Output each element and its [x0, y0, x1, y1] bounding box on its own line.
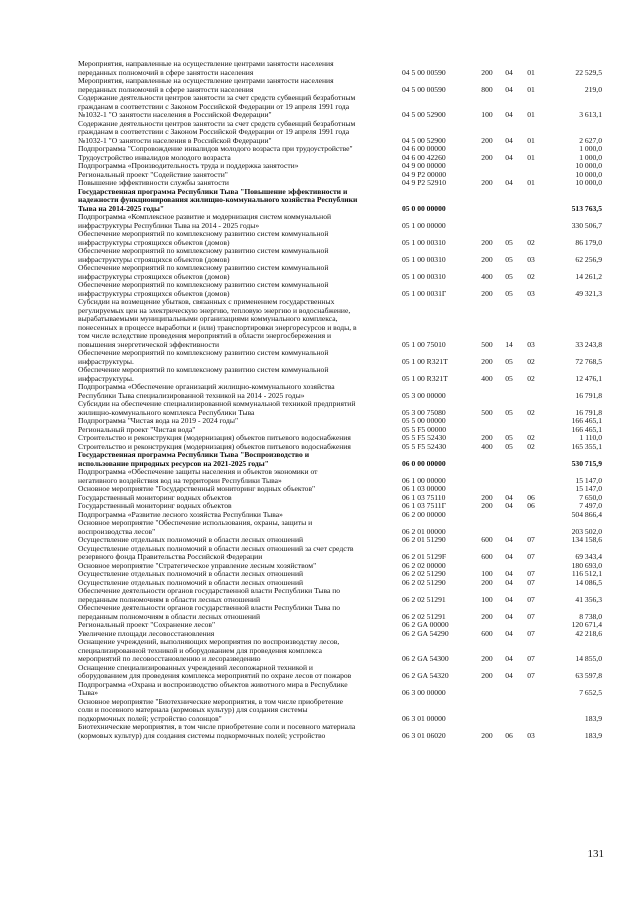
- row-description: Строительство и реконструкция (модернизация) объектов питьевого водоснабжения: [78, 441, 351, 451]
- section-code: 04: [505, 135, 513, 145]
- amount-value: 69 343,4: [575, 552, 602, 561]
- target-article-code: 06 3 00 00000: [402, 688, 446, 697]
- target-article-code: 04 5 00 00590: [402, 84, 446, 94]
- target-article-code: 06 2 01 00000: [402, 526, 446, 536]
- expense-type-code: 500: [481, 407, 493, 417]
- target-article-code: 06 2 GA 54300: [402, 654, 449, 663]
- section-code: 05: [505, 433, 513, 442]
- amount-value: 1 000,0: [579, 144, 602, 153]
- target-article-code: 06 2 00 00000: [402, 509, 446, 519]
- target-article-code: 05 1 00 00310: [402, 237, 446, 247]
- amount-value: 1 110,0: [579, 433, 602, 442]
- expense-type-code: 200: [481, 492, 493, 502]
- row-description: Осуществление отдельных полномочий в области лесных отношений: [78, 577, 304, 587]
- section-code: 04: [505, 594, 513, 604]
- row-description: Обеспечение мероприятий по комплексному развитию систем коммунальной инфраструктуры строящихся объектов (домов): [78, 246, 329, 264]
- row-description: Трудоустройство инвалидов молодого возраста: [78, 152, 231, 162]
- subsection-code: 07: [527, 671, 535, 680]
- target-article-code: 06 2 02 00000: [402, 560, 446, 570]
- row-description: Повышение эффективности службы занятости: [78, 178, 229, 187]
- table-row: [78, 94, 602, 120]
- subsection-code: 02: [527, 441, 535, 451]
- target-article-code: 05 5 00 00000: [402, 416, 446, 425]
- section-code: 05: [505, 288, 513, 298]
- section-code: 04: [505, 84, 513, 94]
- section-code: 04: [505, 110, 513, 119]
- section-code: 04: [505, 671, 513, 680]
- row-description: Обеспечение мероприятий по комплексному развитию систем коммунальной инфраструктуры строящихся объектов (домов): [78, 280, 329, 298]
- target-article-code: 06 1 03 00000: [402, 484, 446, 493]
- expense-type-code: 200: [481, 433, 493, 442]
- subsection-code: 01: [527, 84, 535, 94]
- amount-value: 49 321,3: [575, 288, 602, 298]
- target-article-code: 06 2 02 51290: [402, 577, 446, 587]
- subsection-code: 06: [527, 492, 535, 502]
- expense-type-code: 200: [481, 654, 493, 663]
- amount-value: 120 671,4: [571, 620, 602, 629]
- expense-type-code: 200: [481, 288, 493, 298]
- expense-type-code: 800: [481, 84, 493, 94]
- subsection-code: 07: [527, 654, 535, 663]
- table-row: [78, 519, 602, 536]
- subsection-code: 01: [527, 110, 535, 119]
- expense-type-code: 100: [481, 594, 493, 604]
- amount-value: 63 597,8: [575, 671, 602, 680]
- subsection-code: 02: [527, 237, 535, 247]
- section-code: 04: [505, 67, 513, 77]
- amount-value: 183,9: [584, 713, 602, 723]
- page-number: 131: [587, 848, 604, 860]
- amount-value: 504 866,4: [571, 509, 602, 519]
- target-article-code: 05 5 F5 52430: [402, 433, 447, 442]
- section-code: 04: [505, 492, 513, 502]
- target-article-code: 05 5 F5 52430: [402, 441, 447, 451]
- row-description: Обеспечение мероприятий по комплексному развитию систем коммунальной инфраструктуры строящихся объектов (домов): [78, 263, 329, 281]
- amount-value: 166 465,1: [571, 416, 602, 425]
- row-description: Региональный проект "Чистая вода": [78, 424, 196, 434]
- amount-value: 10 000,0: [575, 169, 602, 179]
- amount-value: 1 000,0: [579, 152, 602, 162]
- section-code: 05: [505, 254, 513, 264]
- amount-value: 7 497,0: [579, 501, 602, 510]
- amount-value: 16 791,8: [575, 390, 602, 400]
- subsection-code: 07: [527, 628, 535, 638]
- table-row: [78, 120, 602, 146]
- row-description: Биотехнические мероприятия, в том числе приобретение соли и посевного материала (кормовых культур) для создания системы подкормочных полей; устройство: [78, 722, 356, 740]
- table-row: [78, 604, 602, 621]
- table-row: [78, 264, 602, 281]
- table-row: [78, 698, 602, 724]
- amount-value: 86 179,0: [575, 237, 602, 247]
- amount-value: 62 256,9: [575, 254, 602, 264]
- subsection-code: 02: [527, 433, 535, 442]
- subsection-code: 02: [527, 373, 535, 383]
- amount-value: 8 738,0: [579, 611, 602, 621]
- amount-value: 219,0: [584, 84, 602, 94]
- expense-type-code: 100: [481, 569, 493, 578]
- table-row: [78, 298, 602, 349]
- section-code: 05: [505, 271, 513, 281]
- expense-type-code: 600: [481, 552, 493, 561]
- subsection-code: 03: [527, 254, 535, 264]
- target-article-code: 05 1 00 R321Т: [402, 373, 448, 383]
- amount-value: 180 693,0: [571, 560, 602, 570]
- row-description: Обеспечение мероприятий по комплексному развитию систем коммунальной инфраструктуры.: [78, 365, 329, 383]
- section-code: 05: [505, 407, 513, 417]
- expense-type-code: 200: [481, 501, 493, 510]
- row-description: Основное мероприятие "Государственный мониторинг водных объектов": [78, 484, 316, 493]
- table-row: [78, 638, 602, 664]
- table-row: [78, 247, 602, 264]
- target-article-code: 05 1 00 00310: [402, 271, 446, 281]
- amount-value: 7 652,5: [579, 688, 602, 697]
- target-article-code: 05 1 00 00310: [402, 254, 446, 264]
- target-article-code: 04 9 00 00000: [402, 161, 446, 170]
- row-description: Оснащение специализированных учреждений лесопожарной техникой и оборудованием для проведения комплекса мероприятий по охране лесов от пожаров: [78, 662, 352, 680]
- target-article-code: 06 2 GA 00000: [402, 620, 449, 629]
- amount-value: 15 147,0: [575, 475, 602, 485]
- amount-value: 72 768,5: [575, 356, 602, 366]
- row-description: Субсидии на обеспечение специализированной коммунальной техникой предприятий жилищно-коммунального комплекса Республики Тыва: [78, 399, 356, 417]
- row-description: Подпрограмма «Охрана и воспроизводство объектов животного мира в Республике Тыва»: [78, 679, 348, 697]
- row-description: Содержание деятельности центров занятости за счет средств субвенций безработным гражданам в соответствии с Законом Российской Федерации от 19 апреля 1991 года №1032-1 "О занятости населения в Российской Федерации": [78, 118, 356, 145]
- expense-type-code: 200: [481, 356, 493, 366]
- row-description: Подпрограмма "Сопровождение инвалидов молодого возраста при трудоустройстве": [78, 144, 353, 153]
- target-article-code: 04 5 00 52900: [402, 110, 446, 119]
- table-row: [78, 230, 602, 247]
- amount-value: 15 147,0: [575, 484, 602, 493]
- subsection-code: 07: [527, 569, 535, 578]
- table-row: [78, 60, 602, 77]
- section-code: 04: [505, 152, 513, 162]
- table-row: [78, 451, 602, 468]
- target-article-code: 04 9 P2 52910: [402, 178, 447, 187]
- table-row: [78, 366, 602, 383]
- amount-value: 16 791,8: [575, 407, 602, 417]
- row-description: Осуществление отдельных полномочий в области лесных отношений: [78, 535, 304, 544]
- target-article-code: 05 3 00 00000: [402, 390, 446, 400]
- section-code: 04: [505, 552, 513, 561]
- amount-value: 2 627,0: [579, 135, 602, 145]
- table-row: [78, 383, 602, 400]
- amount-value: 14 855,0: [575, 654, 602, 663]
- row-description: Обеспечение мероприятий по комплексному развитию систем коммунальной инфраструктуры строящихся объектов (домов): [78, 229, 329, 247]
- expense-type-code: 400: [481, 373, 493, 383]
- row-description: Государственный мониторинг водных объектов: [78, 492, 232, 502]
- subsection-code: 07: [527, 611, 535, 621]
- row-description: Увеличение площади лесовосстановления: [78, 628, 215, 638]
- row-description: Мероприятия, направленные на осуществление центрами занятости населения переданных полномочий в сфере занятости населения: [78, 59, 334, 77]
- section-code: 05: [505, 373, 513, 383]
- expense-type-code: 600: [481, 535, 493, 544]
- section-code: 04: [505, 178, 513, 187]
- table-row: [78, 400, 602, 417]
- amount-value: 14 261,2: [575, 271, 602, 281]
- amount-value: 116 512,1: [571, 569, 602, 578]
- amount-value: 530 715,9: [571, 458, 602, 468]
- amount-value: 41 356,3: [575, 594, 602, 604]
- section-code: 04: [505, 628, 513, 638]
- row-description: Государственная программа Республики Тыва "Повышение эффективности и надежности функционирования жилищно-коммунального хозяйства Республики Тыва на 2014-2025 годы": [78, 186, 358, 213]
- subsection-code: 07: [527, 577, 535, 587]
- expense-type-code: 200: [481, 237, 493, 247]
- target-article-code: 06 1 03 7511Г: [402, 501, 446, 510]
- expense-type-code: 100: [481, 110, 493, 119]
- target-article-code: 04 6 00 42260: [402, 152, 446, 162]
- row-description: Региональный проект "Сохранение лесов": [78, 620, 216, 629]
- target-article-code: 06 2 GA 54320: [402, 671, 449, 680]
- row-description: Подпрограмма «Обеспечение организаций жилищно-коммунального хозяйства Республики Тыва специализированной техникой на 2014 - 2025 годы»: [78, 382, 335, 400]
- target-article-code: 05 3 00 75080: [402, 407, 446, 417]
- amount-value: 330 506,7: [571, 220, 602, 230]
- target-article-code: 06 3 01 00000: [402, 713, 446, 723]
- target-article-code: 05 1 00 00000: [402, 220, 446, 230]
- target-article-code: 06 2 02 51291: [402, 611, 446, 621]
- section-code: 04: [505, 535, 513, 544]
- expense-type-code: 200: [481, 730, 493, 740]
- row-description: Подпрограмма «Производительность труда и поддержка занятости»: [78, 161, 299, 170]
- amount-value: 134 158,6: [571, 535, 602, 544]
- expense-type-code: 400: [481, 271, 493, 281]
- table-row: [78, 664, 602, 681]
- row-description: Подпрограмма «Обеспечение защиты населения и объектов экономики от негативного воздействия вод на территории Республики Тыва»: [78, 467, 318, 485]
- target-article-code: 05 5 F5 00000: [402, 424, 447, 434]
- target-article-code: 06 2 GA 54290: [402, 628, 449, 638]
- target-article-code: 05 0 00 00000: [402, 203, 446, 213]
- row-description: Государственная программа Республики Тыва "Воспроизводство и использование природных ресурсов на 2021-2025 годы": [78, 450, 310, 468]
- row-description: Строительство и реконструкция (модернизация) объектов питьевого водоснабжения: [78, 433, 351, 442]
- amount-value: 203 502,0: [571, 526, 602, 536]
- amount-value: 3 613,1: [579, 110, 602, 119]
- target-article-code: 04 5 00 00590: [402, 67, 446, 77]
- section-code: 05: [505, 237, 513, 247]
- row-description: Региональный проект "Содействие занятости": [78, 169, 228, 179]
- table-row: [78, 188, 602, 214]
- subsection-code: 01: [527, 178, 535, 187]
- expense-type-code: 600: [481, 628, 493, 638]
- section-code: 04: [505, 569, 513, 578]
- amount-value: 33 243,8: [575, 339, 602, 349]
- amount-value: 10 000,0: [575, 161, 602, 170]
- row-description: Содержание деятельности центров занятости за счет средств субвенций безработным гражданам в соответствии с Законом Российской Федерации от 19 апреля 1991 года №1032-1 "О занятости населения в Российской Федерации": [78, 93, 356, 119]
- expense-type-code: 400: [481, 441, 493, 451]
- row-description: Субсидии на возмещение убытков, связанных с применением государственных регулируемых цен на электрическую энергию, тепловую энергию и водоснабжение, вырабатываемыми муниципальными организациями коммунального комплекса, понесенных в процессе выработки и (или) транспортировки энергоресурсов и воды, в том числе вследствие проведения мероприятий в области энергосбережения и повышения энергетической эффективности: [78, 297, 357, 349]
- table-row: [78, 681, 602, 698]
- section-code: 04: [505, 501, 513, 510]
- expense-type-code: 200: [481, 67, 493, 77]
- row-description: Мероприятия, направленные на осуществление центрами занятости населения переданных полномочий в сфере занятости населения: [78, 76, 334, 94]
- row-description: Осуществление отдельных полномочий в области лесных отношений: [78, 569, 304, 578]
- target-article-code: 04 5 00 52900: [402, 135, 446, 145]
- table-row: [78, 723, 602, 740]
- subsection-code: 06: [527, 501, 535, 510]
- target-article-code: 06 2 02 51290: [402, 569, 446, 578]
- expense-type-code: 200: [481, 671, 493, 680]
- subsection-code: 01: [527, 135, 535, 145]
- target-article-code: 05 1 00 75010: [402, 339, 446, 349]
- subsection-code: 07: [527, 535, 535, 544]
- amount-value: 22 529,5: [575, 67, 602, 77]
- target-article-code: 05 1 00 0031Г: [402, 288, 447, 298]
- row-description: Обеспечение мероприятий по комплексному развитию систем коммунальной инфраструктуры.: [78, 348, 329, 366]
- amount-value: 10 000,0: [575, 178, 602, 187]
- expense-type-code: 200: [481, 254, 493, 264]
- amount-value: 7 650,0: [579, 492, 602, 502]
- section-code: 04: [505, 611, 513, 621]
- subsection-code: 01: [527, 67, 535, 77]
- amount-value: 513 763,5: [571, 203, 602, 213]
- section-code: 05: [505, 441, 513, 451]
- row-description: Основное мероприятие "Биотехнические мероприятия, в том числе приобретение соли и посевного материала (кормовых культур) для создания системы подкормочных полей; устройство солонцов": [78, 696, 344, 723]
- subsection-code: 02: [527, 407, 535, 417]
- amount-value: 42 218,6: [575, 628, 602, 638]
- table-row: [78, 213, 602, 230]
- table-row: [78, 281, 602, 298]
- target-article-code: 06 1 03 75110: [402, 492, 446, 502]
- table-row: [78, 587, 602, 604]
- row-description: Основное мероприятие "Обеспечение использования, охраны, защиты и воспроизводства лесов": [78, 518, 313, 536]
- table-row: [78, 349, 602, 366]
- section-code: 04: [505, 654, 513, 663]
- amount-value: 166 465,1: [571, 424, 602, 434]
- target-article-code: 06 3 01 06020: [402, 730, 446, 740]
- section-code: 14: [505, 339, 513, 349]
- target-article-code: 06 2 01 5129F: [402, 552, 447, 561]
- expense-type-code: 200: [481, 577, 493, 587]
- target-article-code: 06 1 00 00000: [402, 475, 446, 485]
- subsection-code: 03: [527, 288, 535, 298]
- expense-type-code: 500: [481, 339, 493, 349]
- amount-value: 12 476,1: [575, 373, 602, 383]
- section-code: 04: [505, 577, 513, 587]
- row-description: Обеспечение деятельности органов государственной власти Республики Тыва по переданным полномочиям в области лесных отношений: [78, 586, 341, 604]
- table-row: [78, 545, 602, 562]
- row-description: Государственный мониторинг водных объектов: [78, 501, 232, 510]
- target-article-code: 05 1 00 R321Т: [402, 356, 448, 366]
- section-code: 06: [505, 730, 513, 740]
- section-code: 05: [505, 356, 513, 366]
- amount-value: 165 355,1: [571, 441, 602, 451]
- row-description: Осуществление отдельных полномочий в области лесных отношений за счет средств резервного фонда Правительства Российской Федерации: [78, 543, 354, 561]
- subsection-code: 02: [527, 356, 535, 366]
- target-article-code: 04 6 00 00000: [402, 144, 446, 153]
- row-description: Обеспечение деятельности органов государственной власти Республики Тыва по переданным полномочиям в области лесных отношений: [78, 603, 341, 621]
- amount-value: 14 086,5: [575, 577, 602, 587]
- subsection-code: 07: [527, 552, 535, 561]
- row-description: Основное мероприятие "Стратегическое управление лесным хозяйством": [78, 560, 317, 570]
- subsection-code: 03: [527, 730, 535, 740]
- table-row: [78, 77, 602, 94]
- row-description: Подпрограмма «Развитие лесного хозяйства Республики Тыва»: [78, 509, 283, 519]
- subsection-code: 01: [527, 152, 535, 162]
- expense-type-code: 200: [481, 611, 493, 621]
- expense-type-code: 200: [481, 178, 493, 187]
- expense-type-code: 200: [481, 135, 493, 145]
- amount-value: 183,9: [584, 730, 602, 740]
- target-article-code: 04 9 P2 00000: [402, 169, 447, 179]
- subsection-code: 03: [527, 339, 535, 349]
- target-article-code: 06 2 02 51291: [402, 594, 446, 604]
- subsection-code: 07: [527, 594, 535, 604]
- row-description: Оснащение учреждений, выполняющих мероприятия по воспроизводству лесов, специализированной техникой и оборудованием для проведения комплекса мероприятий по лесовосстановлению и лесоразведению: [78, 637, 340, 663]
- budget-table: [78, 60, 602, 740]
- table-row: [78, 468, 602, 485]
- expense-type-code: 200: [481, 152, 493, 162]
- subsection-code: 02: [527, 271, 535, 281]
- row-description: Подпрограмма "Чистая вода на 2019 - 2024 годы": [78, 416, 239, 425]
- target-article-code: 06 2 01 51290: [402, 535, 446, 544]
- row-description: Подпрограмма «Комплексное развитие и модернизация систем коммунальной инфраструктуры Республики Тыва на 2014 - 2025 годы»: [78, 212, 332, 230]
- target-article-code: 06 0 00 00000: [402, 458, 446, 468]
